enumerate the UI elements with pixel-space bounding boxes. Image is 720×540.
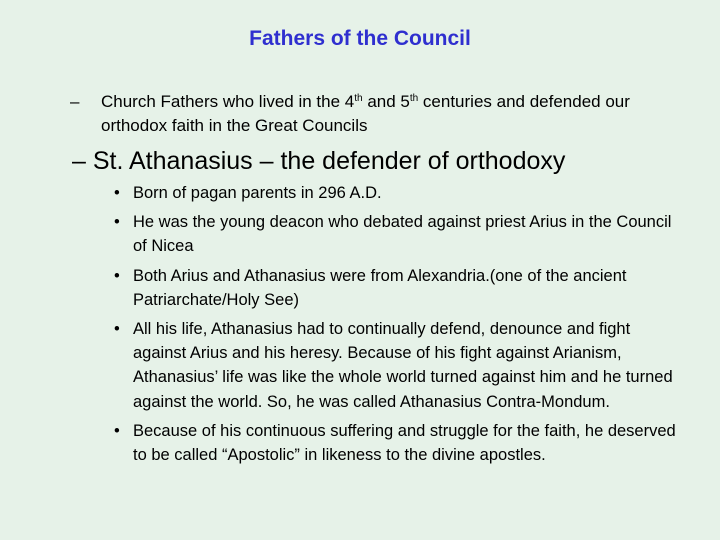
list-item [114,317,684,414]
bullet-icon: • [114,320,120,339]
list-item-text: He was the young deacon who debated against priest Arius in the Council of Nicea [133,213,672,256]
list-item-text: All his life, Athanasius had to continually defend, denounce and fight against Arius and his heresy. Because of his fight against Arianism, Athanasius’ life was like the whole world turned against him and he turned against the world. So, he was called Athanasius Contra-Mondum. [133,320,673,411]
list-item-text: Because of his continuous suffering and struggle for the faith, he deserved to be called “Apostolic” in likeness to the divine apostles. [133,421,676,465]
subheading [70,90,670,138]
list-item [114,419,684,467]
slide-title: Fathers of the Council [249,27,471,50]
list-item-text: Born of pagan parents in 296 A.D. [133,184,382,202]
section-heading: – St. Athanasius – the defender of orthodoxy [72,147,566,175]
list-item-text: Both Arius and Athanasius were from Alexandria.(one of the ancient Patriarchate/Holy See) [133,266,627,309]
bullet-list [114,181,684,472]
bullet-icon: • [114,184,120,202]
subheading-text: Church Fathers who lived in the 4th and 5th centuries and defended our orthodox faith in the Great Councils [101,92,630,135]
subheading-dash: – [70,92,80,111]
list-item [114,181,684,205]
list-item [114,210,684,258]
list-item [114,264,684,312]
bullet-icon: • [114,266,120,285]
bullet-icon: • [114,421,120,440]
bullet-icon: • [114,213,120,232]
